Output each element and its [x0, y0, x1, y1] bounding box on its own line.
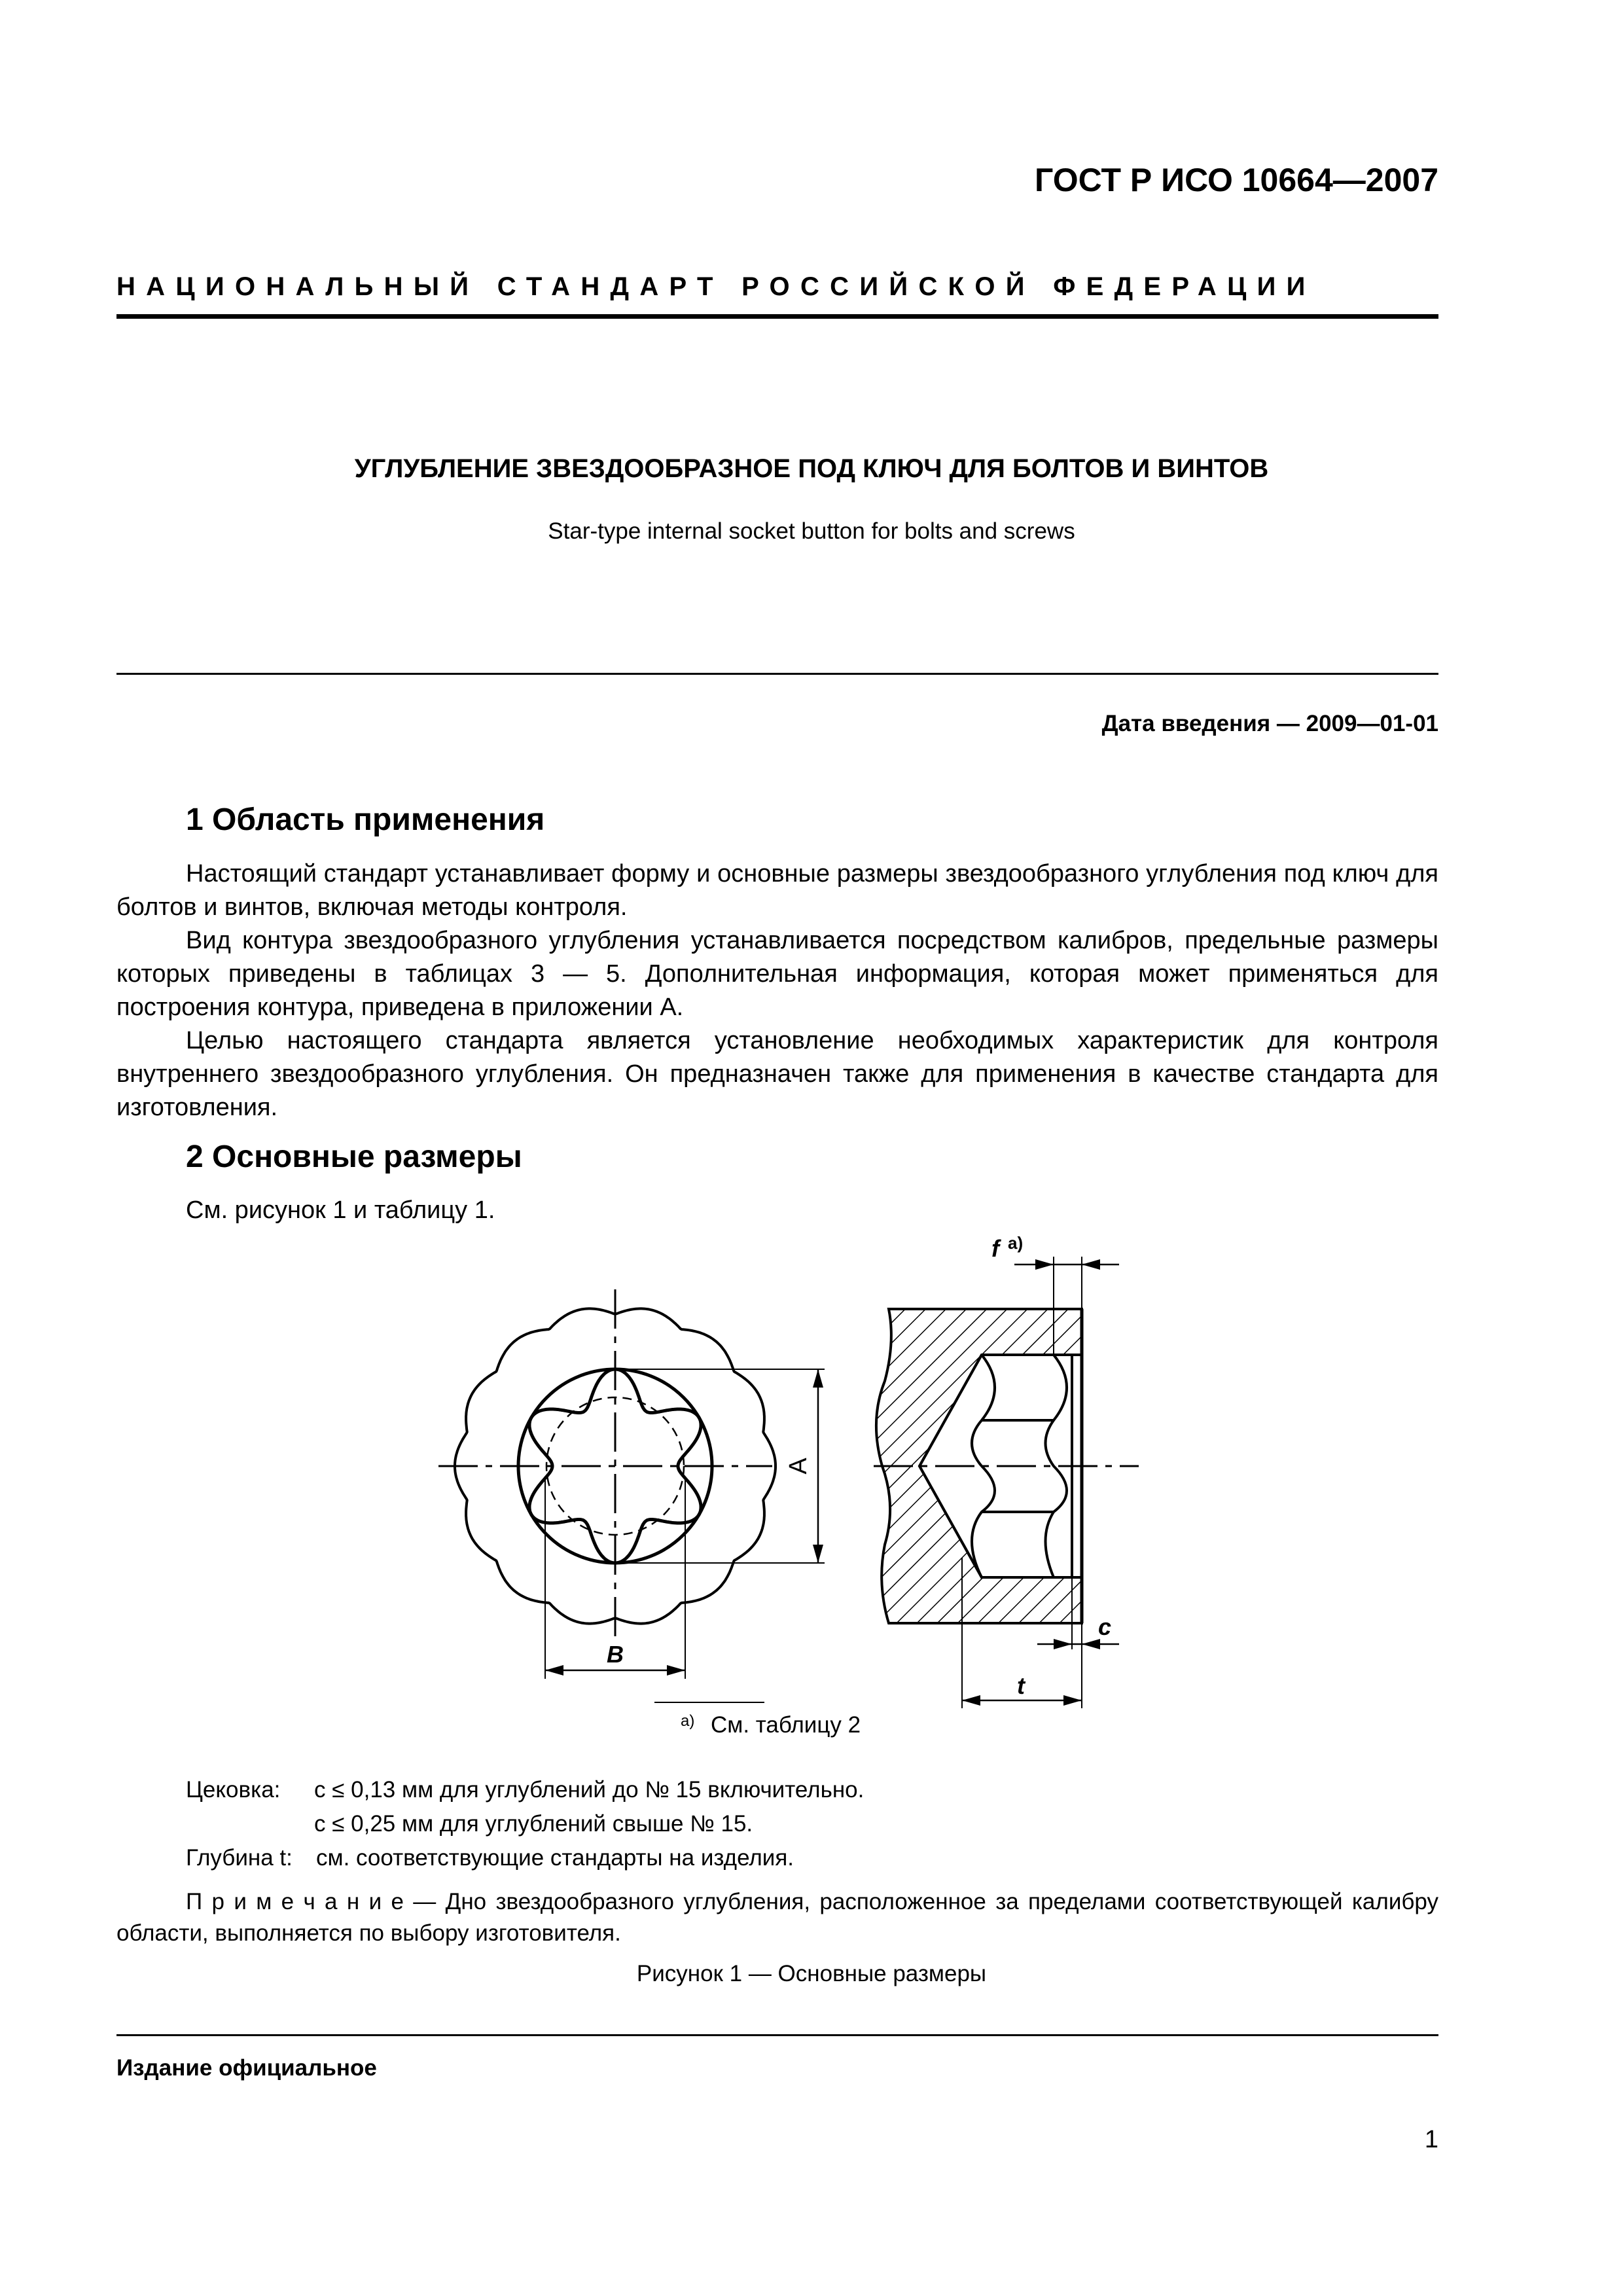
- title-russian: УГЛУБЛЕНИЕ ЗВЕЗДООБРАЗНОЕ ПОД КЛЮЧ ДЛЯ БОЛТОВ И ВИНТОВ: [354, 454, 1269, 483]
- section-2-heading: 2 Основные размеры: [186, 1139, 522, 1174]
- footer-rule: [116, 2034, 1438, 2036]
- header-rule: [116, 314, 1438, 319]
- depth-text: см. соответствующие стандарты на изделия.: [316, 1845, 794, 1871]
- section-1-paragraph-1: Настоящий стандарт устанавливает форму и основные размеры звездообразного углубления под ключ для болтов и винтов, включая методы контроля.: [116, 860, 1438, 921]
- section-1-heading: 1 Область применения: [186, 802, 545, 837]
- label-f: f: [991, 1235, 999, 1262]
- dim-f-arrow-right: [1082, 1259, 1100, 1270]
- counterbore-line-1: c ≤ 0,13 мм для углублений до № 15 включительно.: [314, 1777, 865, 1803]
- label-c: c: [1098, 1613, 1112, 1640]
- counterbore-label: Цековка:: [186, 1777, 281, 1803]
- section-2-intro: См. рисунок 1 и таблицу 1.: [186, 1196, 495, 1224]
- dim-a-arrow-bottom: [813, 1545, 823, 1563]
- footnote-text: См. таблицу 2: [711, 1712, 861, 1738]
- section-view: [874, 1233, 1139, 1708]
- figure-note: [116, 1886, 1438, 1949]
- label-a: A: [785, 1458, 812, 1475]
- depth-label: Глубина t:: [186, 1845, 293, 1871]
- note-text: — Дно звездообразного углубления, расположенное за пределами соответствующей калибру области, выполняется по выбору изготовителя.: [116, 1889, 1438, 1946]
- figure-1-drawing: [393, 1230, 1152, 1754]
- title-rule: [116, 673, 1438, 675]
- label-t: t: [1017, 1672, 1025, 1699]
- page-number: 1: [1424, 2126, 1438, 2153]
- dim-t-arrow-left: [962, 1695, 980, 1706]
- section-1-paragraph-3: Целью настоящего стандарта является установление необходимых характеристик для контроля внутреннего звездообразного углубления. Он предназначен также для применения в качестве стандарта для изготовления.: [116, 1027, 1438, 1121]
- edition-label: Издание официальное: [116, 2055, 377, 2081]
- footnote-mark: а): [681, 1712, 695, 1730]
- title-english: Star-type internal socket button for bolts and screws: [548, 518, 1075, 544]
- dim-a-arrow-top: [813, 1369, 823, 1388]
- dim-b-arrow-left: [545, 1665, 563, 1676]
- footnote-rule: [654, 1702, 764, 1703]
- dim-b-arrow-right: [667, 1665, 685, 1676]
- dim-f-arrow-left: [1035, 1259, 1054, 1270]
- effective-date: Дата введения — 2009—01-01: [1101, 711, 1438, 736]
- label-b: B: [607, 1641, 624, 1668]
- national-standard-banner: НАЦИОНАЛЬНЫЙ СТАНДАРТ РОССИЙСКОЙ ФЕДЕРАЦИИ: [116, 272, 1316, 301]
- label-f-superscript: a): [1008, 1233, 1024, 1253]
- note-label: П р и м е ч а н и е: [186, 1889, 404, 1914]
- dim-c-arrow-left: [1054, 1639, 1072, 1649]
- counterbore-line-2: c ≤ 0,25 мм для углублений свыше № 15.: [314, 1811, 753, 1837]
- figure-caption: Рисунок 1 — Основные размеры: [636, 1961, 987, 1986]
- dim-c-arrow-right: [1082, 1639, 1100, 1649]
- section-1-paragraph-2: Вид контура звездообразного углубления устанавливается посредством калибров, предельные размеры которых приведены в таблицах 3 — 5. Дополнительная информация, которая может применяться для построения контура, приведена в приложении А.: [116, 927, 1438, 1021]
- dim-t-arrow-right: [1063, 1695, 1082, 1706]
- document-number: ГОСТ Р ИСО 10664—2007: [1035, 162, 1438, 198]
- top-view: [438, 1289, 825, 1679]
